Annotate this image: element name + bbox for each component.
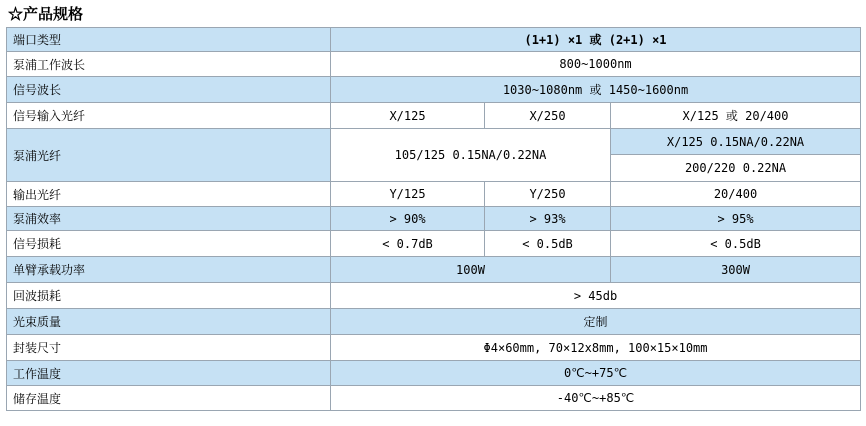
port-type-label: 端口类型 (7, 28, 331, 52)
operating-temp-label: 工作温度 (7, 361, 331, 386)
row-signal-loss (7, 231, 861, 257)
signal-loss-v1: < 0.7dB (331, 231, 485, 257)
row-beam-quality (7, 309, 861, 335)
port-type-value: (1+1) ×1 或 (2+1) ×1 (331, 28, 861, 52)
row-operating-temp (7, 361, 861, 386)
spec-table (6, 27, 861, 411)
signal-wavelength-label: 信号波长 (7, 77, 331, 103)
signal-loss-label: 信号损耗 (7, 231, 331, 257)
signal-input-fiber-label: 信号输入光纤 (7, 103, 331, 129)
storage-temp-value: -40℃~+85℃ (331, 386, 861, 411)
row-signal-input-fiber (7, 103, 861, 129)
pump-wavelength-label: 泵浦工作波长 (7, 52, 331, 77)
signal-loss-v3: < 0.5dB (611, 231, 861, 257)
return-loss-value: > 45db (331, 283, 861, 309)
row-package-size (7, 335, 861, 361)
row-pump-wavelength (7, 52, 861, 77)
power-label: 单臂承载功率 (7, 257, 331, 283)
power-v3: 300W (611, 257, 861, 283)
beam-quality-value: 定制 (331, 309, 861, 335)
beam-quality-label: 光束质量 (7, 309, 331, 335)
row-pump-efficiency (7, 207, 861, 231)
pump-efficiency-v3: > 95% (611, 207, 861, 231)
output-fiber-v1: Y/125 (331, 182, 485, 207)
package-size-value: Φ4×60mm, 70×12x8mm, 100×15×10mm (331, 335, 861, 361)
pump-efficiency-v1: > 90% (331, 207, 485, 231)
signal-input-fiber-v3: X/125 或 20/400 (611, 103, 861, 129)
row-signal-wavelength (7, 77, 861, 103)
operating-temp-value: 0℃~+75℃ (331, 361, 861, 386)
signal-input-fiber-v1: X/125 (331, 103, 485, 129)
storage-temp-label: 储存温度 (7, 386, 331, 411)
row-output-fiber (7, 182, 861, 207)
pump-fiber-v3a: X/125 0.15NA/0.22NA (611, 129, 861, 155)
pump-fiber-v12: 105/125 0.15NA/0.22NA (331, 129, 611, 182)
package-size-label: 封装尺寸 (7, 335, 331, 361)
return-loss-label: 回波损耗 (7, 283, 331, 309)
output-fiber-v3: 20/400 (611, 182, 861, 207)
signal-wavelength-value: 1030~1080nm 或 1450~1600nm (331, 77, 861, 103)
signal-input-fiber-v2: X/250 (485, 103, 611, 129)
row-return-loss (7, 283, 861, 309)
row-power (7, 257, 861, 283)
pump-fiber-v3b: 200/220 0.22NA (611, 155, 861, 182)
output-fiber-v2: Y/250 (485, 182, 611, 207)
row-storage-temp (7, 386, 861, 411)
pump-efficiency-label: 泵浦效率 (7, 207, 331, 231)
section-title: ☆产品规格 (8, 5, 84, 23)
pump-fiber-label: 泵浦光纤 (7, 129, 331, 182)
output-fiber-label: 输出光纤 (7, 182, 331, 207)
pump-wavelength-value: 800~1000nm (331, 52, 861, 77)
row-port-type (7, 28, 861, 52)
pump-efficiency-v2: > 93% (485, 207, 611, 231)
power-v12: 100W (331, 257, 611, 283)
row-pump-fiber (7, 129, 861, 155)
signal-loss-v2: < 0.5dB (485, 231, 611, 257)
